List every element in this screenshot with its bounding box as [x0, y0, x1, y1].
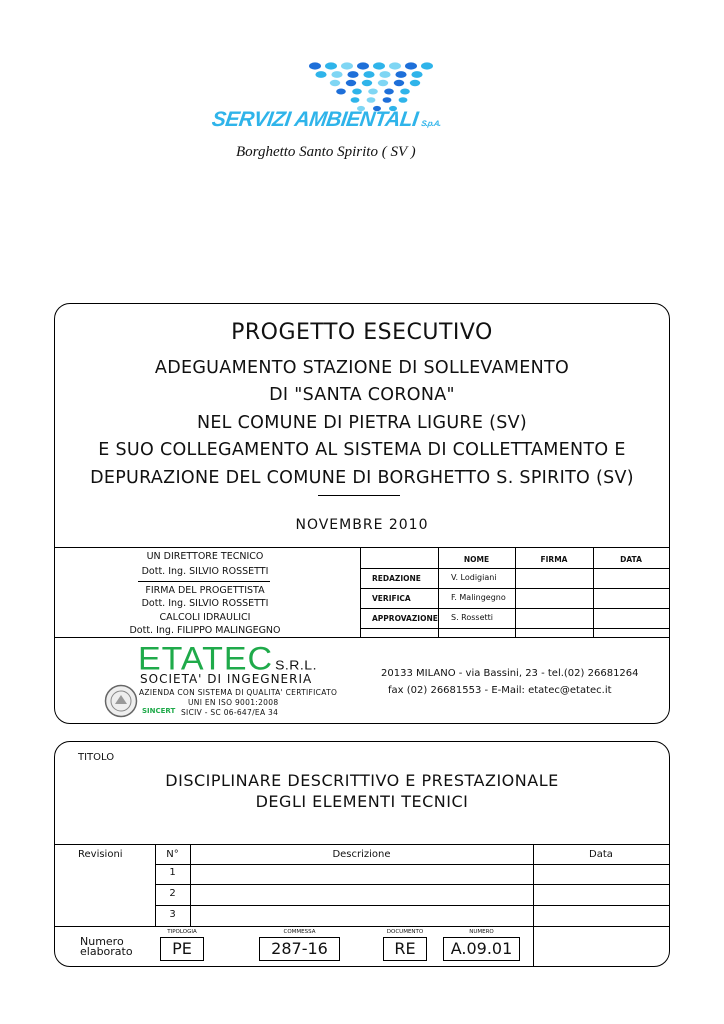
cert-line-1: AZIENDA CON SISTEMA DI QUALITA' CERTIFICATO — [139, 688, 338, 697]
project-line-5: DEPURAZIONE DEL COMUNE DI BORGHETTO S. SPIRITO (SV) — [90, 468, 634, 488]
title-divider — [318, 495, 400, 496]
logo-dot — [367, 97, 376, 103]
approval-role-redazione: REDAZIONE — [372, 574, 421, 583]
approval-header-name: NOME — [463, 555, 490, 564]
elab-label-2: elaborato — [80, 945, 133, 958]
approval-row-divider-2 — [360, 588, 669, 589]
logo-dot — [336, 89, 346, 95]
document-title-line-1: DISCIPLINARE DESCRITTIVO E PRESTAZIONALE — [165, 771, 559, 790]
field-label-documento: DOCUMENTO — [386, 929, 424, 935]
approval-name-redazione: V. Lodigiani — [451, 573, 497, 582]
approval-name-verifica: F. Malingegno — [451, 593, 506, 602]
rev-number-2: 2 — [169, 888, 176, 899]
document-title-line-2: DEGLI ELEMENTI TECNICI — [255, 792, 469, 811]
logo-dot — [330, 80, 340, 86]
field-label-numero: NUMERO — [469, 929, 494, 935]
rev-row-divider-0 — [155, 864, 669, 865]
logo-company-name: SERVIZI AMBIENTALIS.p.A. — [210, 108, 442, 131]
logo-dot — [405, 62, 417, 69]
director-name: Dott. Ing. SILVIO ROSSETTI — [141, 566, 269, 577]
logo-dot — [410, 80, 420, 86]
logo-dot — [368, 89, 378, 95]
designer-name: Dott. Ing. SILVIO ROSSETTI — [141, 598, 269, 609]
rev-row-divider-2 — [155, 905, 669, 906]
project-line-1: ADEGUAMENTO STAZIONE DI SOLLEVAMENTO — [154, 358, 570, 378]
logo-dot — [411, 71, 422, 78]
logo-dot — [395, 71, 406, 78]
logo-dot — [331, 71, 342, 78]
frame-divider-top — [55, 547, 669, 548]
etatec-logo: ETATEC S.R.L. — [138, 640, 317, 678]
director-sign-line — [138, 581, 270, 582]
logo-location: Borghetto Santo Spirito ( SV ) — [236, 144, 416, 160]
logo-dot — [383, 97, 392, 103]
calc-role: CALCOLI IDRAULICI — [159, 612, 251, 623]
field-label-tipologia: TIPOLOGIA — [167, 929, 197, 935]
logo-dot — [421, 62, 433, 69]
logo-dot — [341, 62, 353, 69]
logo-dot — [373, 62, 385, 69]
project-title: PROGETTO ESECUTIVO — [231, 320, 493, 345]
elab-label-1: Numero — [80, 935, 124, 948]
logo-dot — [379, 71, 390, 78]
logo-dot — [400, 89, 410, 95]
approval-role-approvazione: APPROVAZIONE — [372, 614, 438, 623]
logo-dot — [378, 80, 388, 86]
etatec-subtitle: SOCIETA' DI INGEGNERIA — [140, 672, 313, 686]
approval-row-divider-3 — [360, 608, 669, 609]
title-label: TITOLO — [78, 752, 115, 763]
rev-header-date: Data — [589, 849, 613, 860]
field-label-commessa: COMMESSA — [283, 929, 316, 935]
approval-name-approvazione: S. Rossetti — [451, 613, 494, 622]
approval-table-left-border — [360, 547, 361, 637]
logo-dot — [362, 80, 372, 86]
company-contact: fax (02) 26681553 - E-Mail: etatec@etatec.it — [388, 685, 612, 696]
rev-header-number: N° — [166, 849, 179, 860]
project-date: NOVEMBRE 2010 — [295, 517, 429, 533]
approval-role-verifica: VERIFICA — [372, 594, 411, 603]
field-value-commessa: 287-16 — [259, 937, 340, 961]
project-line-3: NEL COMUNE DI PIETRA LIGURE (SV) — [196, 413, 528, 433]
company-address: 20133 MILANO - via Bassini, 23 - tel.(02) 26681264 — [381, 668, 639, 679]
cert-line-2: UNI EN ISO 9001:2008 — [188, 698, 279, 707]
logo-dot — [309, 62, 321, 69]
logo-dot — [346, 80, 356, 86]
rev-number-3: 3 — [169, 909, 176, 920]
rev-number-1: 1 — [169, 867, 176, 878]
revisions-top-border — [55, 844, 669, 845]
field-value-tipologia: PE — [160, 937, 204, 961]
project-line-2: DI "SANTA CORONA" — [269, 385, 455, 405]
frame-divider-bottom — [55, 637, 669, 638]
logo-dot — [315, 71, 326, 78]
rev-bottom-border — [55, 926, 669, 927]
logo-dot — [325, 62, 337, 69]
rev-header-description: Descrizione — [332, 849, 391, 860]
logo-dot — [389, 62, 401, 69]
logo-dot — [399, 97, 408, 103]
logo-dot — [352, 89, 362, 95]
logo-dot — [394, 80, 404, 86]
field-value-numero: A.09.01 — [443, 937, 520, 961]
cert-brand: SINCERT — [142, 707, 176, 715]
field-value-documento: RE — [383, 937, 427, 961]
logo-dot — [384, 89, 394, 95]
logo-dot — [357, 62, 369, 69]
approval-header-date: DATA — [620, 555, 642, 564]
certification-seal-icon — [104, 684, 138, 718]
approval-header-signature: FIRMA — [540, 555, 568, 564]
revisions-label: Revisioni — [78, 849, 123, 860]
director-role: UN DIRETTORE TECNICO — [146, 551, 264, 562]
cert-line-3: SICIV - SC 06-647/EA 34 — [181, 708, 279, 717]
logo-dot — [347, 71, 358, 78]
designer-role: FIRMA DEL PROGETTISTA — [145, 585, 265, 596]
logo-dot — [351, 97, 360, 103]
logo-dot — [363, 71, 374, 78]
approval-row-divider-1 — [360, 568, 669, 569]
approval-row-divider-4 — [360, 628, 669, 629]
project-line-4: E SUO COLLEGAMENTO AL SISTEMA DI COLLETTAMENTO E — [98, 440, 626, 460]
calc-name: Dott. Ing. FILIPPO MALINGEGNO — [129, 625, 281, 636]
rev-row-divider-1 — [155, 884, 669, 885]
